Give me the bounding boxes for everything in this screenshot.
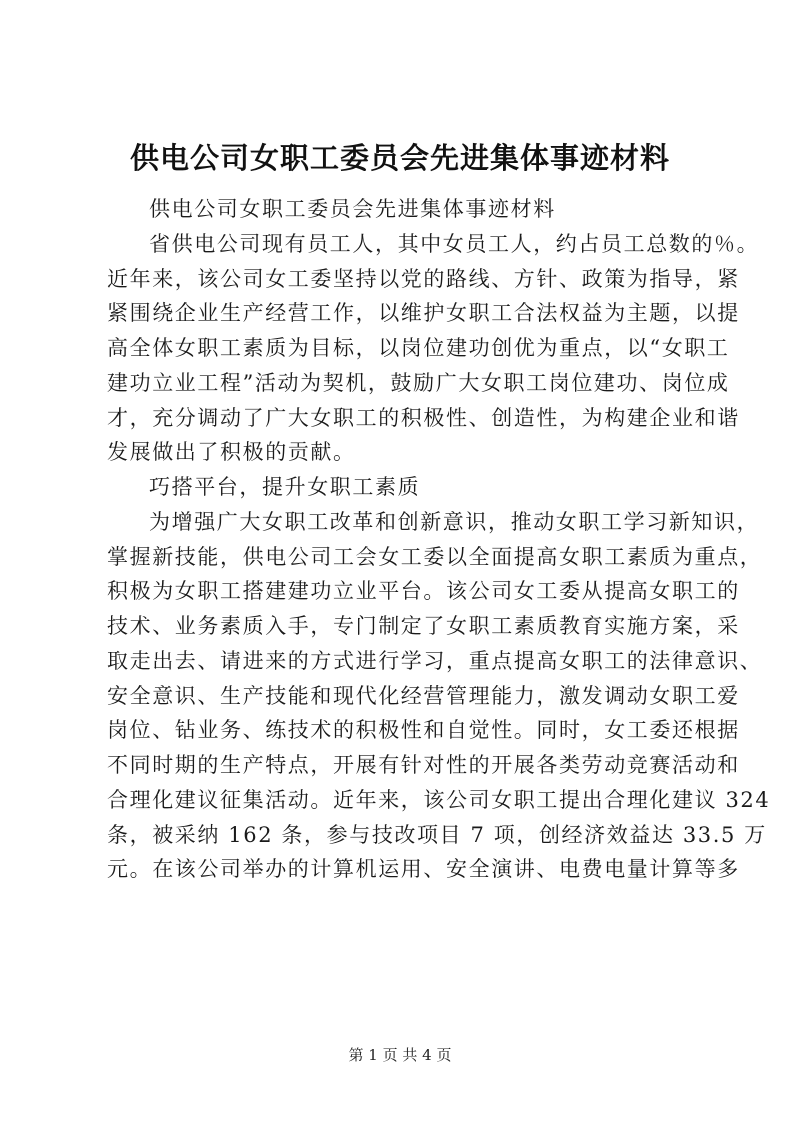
paragraph-line: 紧围绕企业生产经营工作，以维护女职工合法权益为主题，以提: [107, 301, 740, 326]
section-heading: 巧搭平台，提升女职工素质: [149, 475, 421, 499]
document-title: 供电公司女职工委员会先进集体事迹材料: [129, 141, 670, 175]
subtitle-line: 供电公司女职工委员会先进集体事迹材料: [149, 197, 556, 221]
paragraph-line: 省供电公司现有员工人，其中女员工人，约占员工总数的％。: [149, 231, 760, 256]
paragraph-line: 为增强广大女职工改革和创新意识，推动女职工学习新知识，: [149, 509, 760, 534]
paragraph-line: 取走出去、请进来的方式进行学习，重点提高女职工的法律意识、: [107, 648, 763, 673]
paragraph-line: 元。在该公司举办的计算机运用、安全演讲、电费电量计算等多: [107, 857, 740, 882]
document-body: [107, 192, 771, 887]
page-number-footer: 第 1 页 共 4 页: [348, 1046, 452, 1064]
paragraph-line: 发展做出了积极的贡献。: [107, 440, 356, 465]
paragraph-line: 高全体女职工素质为目标，以岗位建功创优为重点，以“女职工: [107, 336, 730, 360]
paragraph-line: 近年来，该公司女工委坚持以党的路线、方针、政策为指导，紧: [107, 266, 740, 291]
paragraph-line: 建功立业工程”活动为契机，鼓励广大女职工岗位建功、岗位成: [107, 370, 730, 395]
paragraph-line: 技术、业务素质入手，专门制定了女职工素质教育实施方案，采: [107, 614, 740, 638]
paragraph-line: 不同时期的生产特点，开展有针对性的开展各类劳动竞赛活动和: [107, 753, 740, 777]
paragraph-line: 岗位、钻业务、练技术的积极性和自觉性。同时，女工委还根据: [107, 718, 740, 743]
paragraph-line: 合理化建议征集活动。近年来，该公司女职工提出合理化建议 324: [107, 787, 771, 812]
paragraph-line: 安全意识、生产技能和现代化经营管理能力，激发调动女职工爱: [107, 683, 740, 708]
paragraph-line: 掌握新技能，供电公司工会女工委以全面提高女职工素质为重点，: [107, 544, 763, 569]
paragraph-line: 才，充分调动了广大女职工的积极性、创造性，为构建企业和谐: [107, 405, 740, 430]
paragraph-line: 积极为女职工搭建建功立业平台。该公司女工委从提高女职工的: [107, 579, 740, 604]
paragraph-line: 条，被采纳 162 条，参与技改项目 7 项，创经济效益达 33.5 万: [107, 822, 767, 847]
